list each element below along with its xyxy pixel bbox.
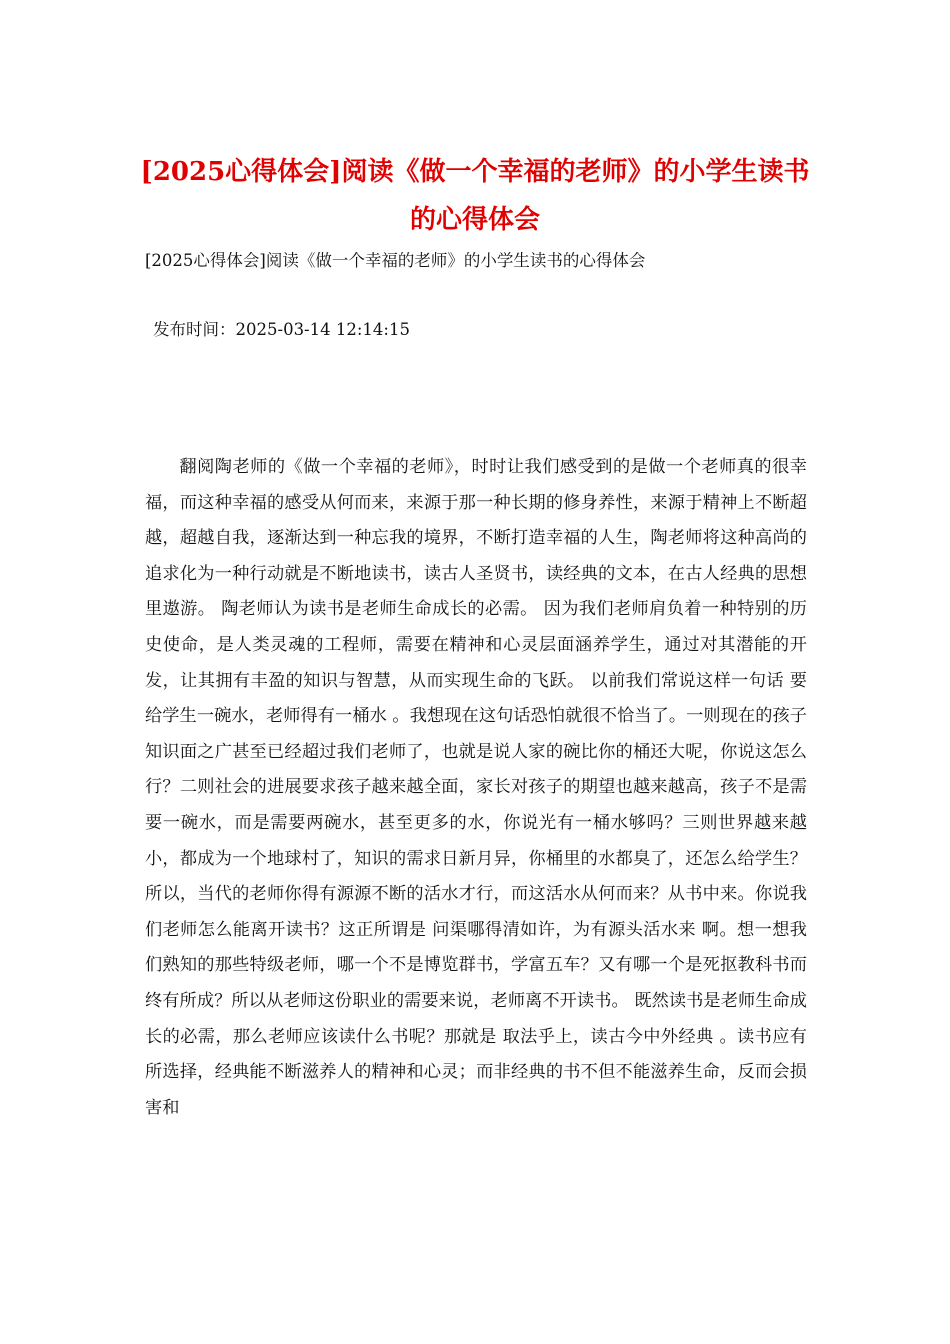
article-body: 翻阅陶老师的《做一个幸福的老师》，时时让我们感受到的是做一个老师真的很幸福，而这种幸福的感受从何而来，来源于那一种长期的修身养性，来源于精神上不断超越，超越自我，逐渐达到一种忘我的境界，不断打造幸福的人生，陶老师将这种高尚的追求化为一种行动就是不断地读书，读古人圣贤书，读经典的文本，在古人经典的思想里遨游。 陶老师认为读书是老师生命成长的必需。 因为我们老师肩负着一种特别的历史使命，是人类灵魂的工程师，需要在精神和心灵层面涵养学生，通过对其潜能的开发，让其拥有丰盈的知识与智慧，从而实现生命的飞跃。 以前我们常说这样一句话 要给学生一碗水，老师得有一桶水 。我想现在这句话恐怕就很不恰当了。一则现在的孩子知识面之广甚至已经超过我们老师了，也就是说人家的碗比你的桶还大呢，你说这怎么行？二则社会的进展要求孩子越来越全面，家长对孩子的期望也越来越高，孩子不是需要一碗水，而是需要两碗水，甚至更多的水，你说光有一桶水够吗？三则世界越来越小，都成为一个地球村了，知识的需求日新月异，你桶里的水都臭了，还怎么给学生？所以，当代的老师你得有源源不断的活水才行，而这活水从何而来？从书中来。你说我们老师怎么能离开读书？这正所谓是 问渠哪得清如许，为有源头活水来 啊。想一想我们熟知的那些特级老师，哪一个不是博览群书，学富五车？又有哪一个是死抠教科书而终有所成？所以从老师这份职业的需要来说，老师离不开读书。 既然读书是老师生命成长的必需，那么老师应该读什么书呢？那就是 取法乎上，读古今中外经典 。读书应有所选择，经典能不断滋养人的精神和心灵；而非经典的书不但不能滋养生命，反而会损害和 xyxy=(145,457,807,1118)
document-title: [2025心得体会]阅读《做一个幸福的老师》的小学生读书的心得体会 xyxy=(140,157,810,235)
publish-time: 2025-03-14 12:14:15 xyxy=(235,320,410,339)
document-subtitle: [2025心得体会]阅读《做一个幸福的老师》的小学生读书的心得体会 xyxy=(145,251,646,270)
publish-label: 发布时间： xyxy=(153,320,236,339)
publish-info xyxy=(153,316,410,344)
